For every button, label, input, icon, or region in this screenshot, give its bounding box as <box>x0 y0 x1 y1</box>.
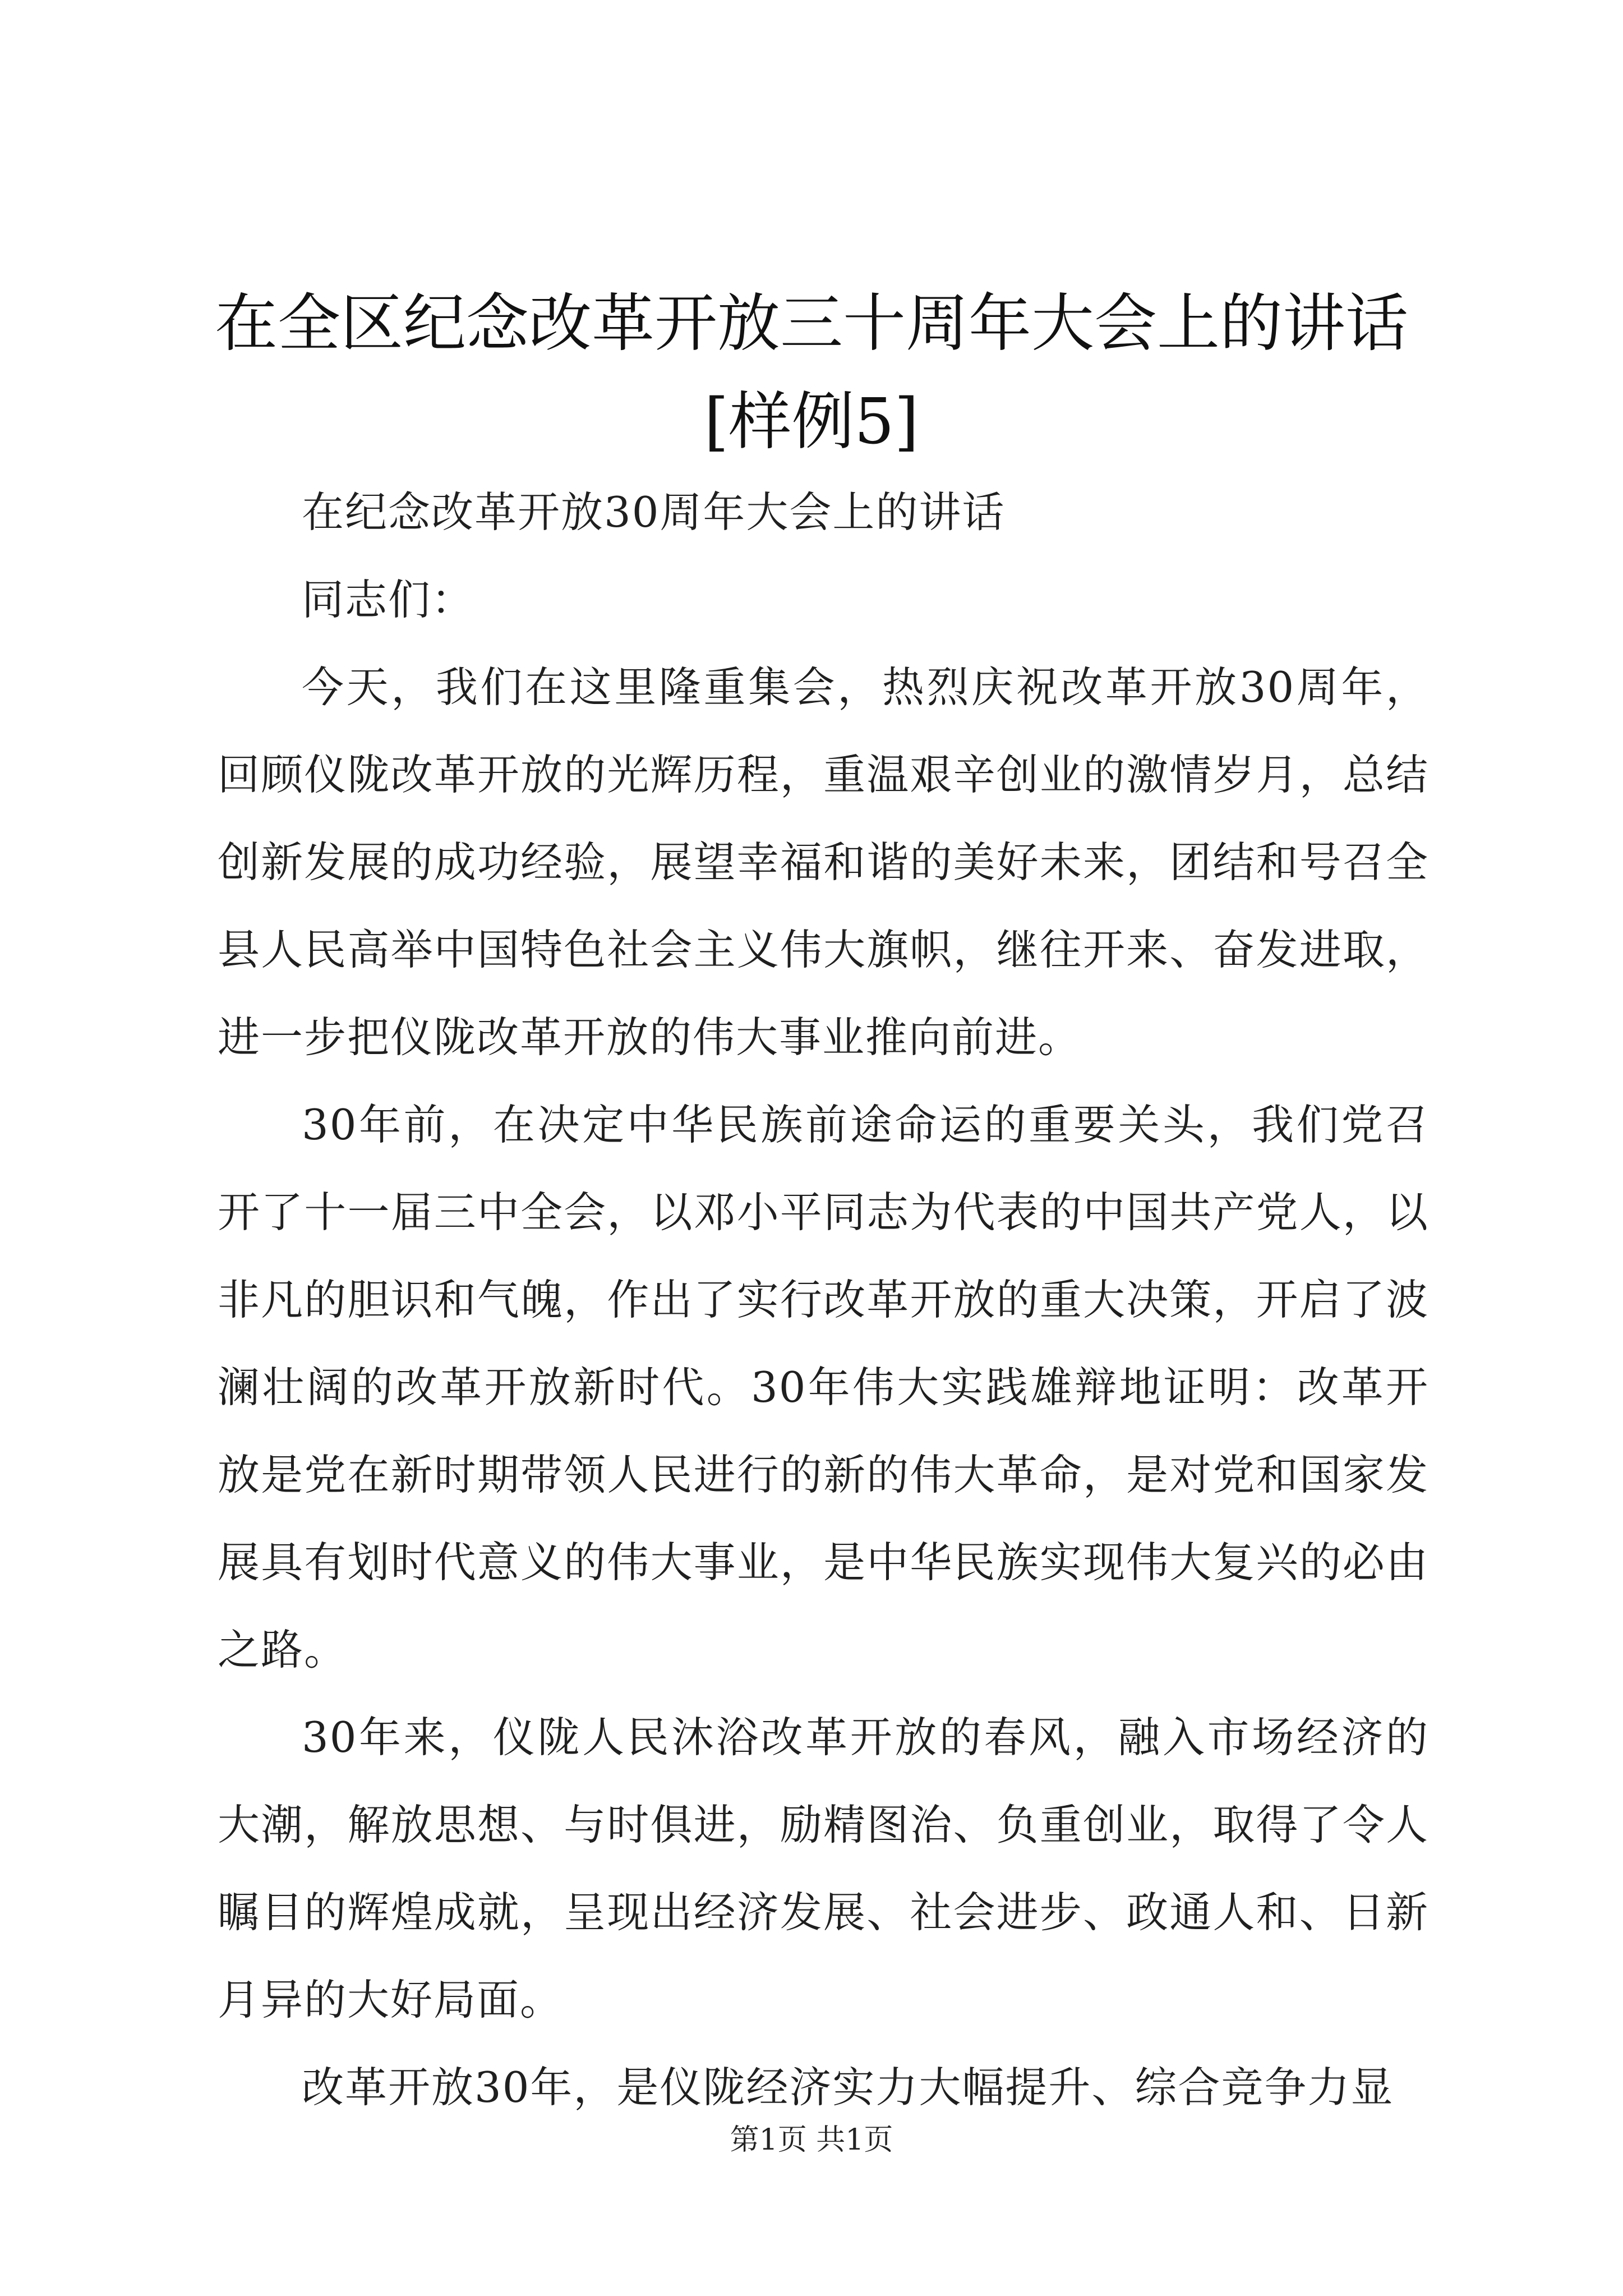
document-title <box>213 275 1410 471</box>
page-footer: 第1页 共1页 <box>730 2123 893 2157</box>
salutation-paragraph: 同志们： <box>302 575 475 624</box>
body-paragraph: 改革开放30年，是仪陇经济实力大幅提升、综合竞争力显 <box>302 2063 1394 2112</box>
body-paragraph: 30年来，仪陇人民沐浴改革开放的春风，融入市场经济的大潮，解放思想、与时俱进，励精图治、负重创业，取得了令人瞩目的辉煌成就，呈现出经济发展、社会进步、政通人和、日新月异的大好局面。 <box>218 1713 1429 2024</box>
title-line-2: [样例5] <box>704 385 919 458</box>
subtitle-paragraph: 在纪念改革开放30周年大会上的讲话 <box>302 487 1006 537</box>
body-paragraph: 30年前，在决定中华民族前途命运的重要关头，我们党召开了十一届三中全会，以邓小平同志为代表的中国共产党人，以非凡的胆识和气魄，作出了实行改革开放的重大决策，开启了波澜壮阔的改革开放新时代。30年伟大实践雄辩地证明：改革开放是党在新时期带领人民进行的新的伟大革命，是对党和国家发展具有划时代意义的伟大事业，是中华民族实现伟大复兴的必由之路。 <box>218 1100 1429 1674</box>
body-paragraph: 今天，我们在这里隆重集会，热烈庆祝改革开放30周年，回顾仪陇改革开放的光辉历程，重温艰辛创业的激情岁月，总结创新发展的成功经验，展望幸福和谐的美好未来，团结和号召全县人民高举中国特色社会主义伟大旗帜，继往开来、奋发进取，进一步把仪陇改革开放的伟大事业推向前进。 <box>218 662 1429 1062</box>
title-line-1: 在全区纪念改革开放三十周年大会上的讲话 <box>215 287 1408 360</box>
document-body <box>218 468 1429 2131</box>
